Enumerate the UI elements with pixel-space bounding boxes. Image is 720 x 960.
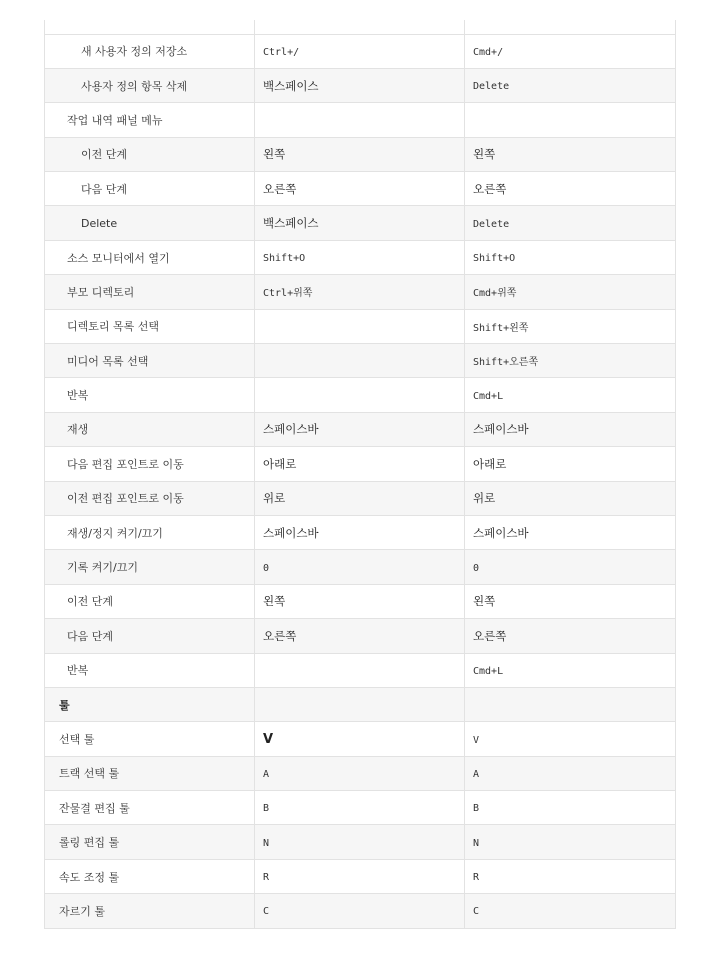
command-cell: 롤링 편집 툴	[45, 825, 255, 859]
command-cell: 사용자 정의 항목 삭제	[45, 68, 255, 102]
mac-shortcut: 0	[473, 562, 480, 574]
mac-shortcut-cell	[465, 447, 676, 481]
windows-shortcut: B	[263, 803, 270, 815]
table-row	[45, 825, 676, 859]
mac-shortcut: Shift+O	[473, 253, 516, 265]
mac-shortcut-cell	[465, 619, 676, 653]
mac-shortcut-cell	[465, 584, 676, 618]
mac-shortcut: A	[473, 768, 480, 780]
mac-shortcut-cell	[465, 550, 676, 584]
command-cell: 이전 편집 포인트로 이동	[45, 481, 255, 515]
command-cell: 부모 디렉토리	[45, 275, 255, 309]
windows-shortcut-cell	[255, 240, 465, 274]
windows-shortcut-cell	[255, 447, 465, 481]
command-cell: Delete	[45, 206, 255, 240]
table-row	[45, 756, 676, 790]
windows-shortcut: 아래로	[263, 456, 297, 471]
mac-shortcut: B	[473, 803, 480, 815]
mac-shortcut: Cmd+위쪽	[473, 288, 517, 300]
windows-shortcut: 스페이스바	[263, 525, 319, 540]
spacer-cell	[255, 20, 465, 34]
mac-shortcut-cell	[465, 103, 676, 137]
command-cell: 이전 단계	[45, 584, 255, 618]
mac-shortcut: Shift+왼쪽	[473, 322, 529, 334]
windows-shortcut: 백스페이스	[263, 78, 319, 93]
mac-shortcut: N	[473, 837, 480, 849]
mac-shortcut: 스페이스바	[473, 525, 529, 540]
mac-shortcut-cell	[465, 34, 676, 68]
mac-shortcut-cell	[465, 722, 676, 756]
mac-shortcut-cell	[465, 309, 676, 343]
mac-shortcut: 위로	[473, 491, 496, 506]
table-row	[45, 344, 676, 378]
mac-shortcut: V	[473, 734, 480, 746]
windows-shortcut-cell	[255, 275, 465, 309]
mac-shortcut-cell	[465, 687, 676, 721]
mac-shortcut: 오른쪽	[473, 181, 507, 196]
windows-shortcut: 백스페이스	[263, 216, 319, 231]
windows-shortcut: 왼쪽	[263, 147, 286, 162]
command-cell: 기록 켜기/끄기	[45, 550, 255, 584]
command-cell: 반복	[45, 378, 255, 412]
mac-shortcut-cell	[465, 825, 676, 859]
mac-shortcut-cell	[465, 791, 676, 825]
table-row	[45, 206, 676, 240]
command-cell: 다음 단계	[45, 172, 255, 206]
mac-shortcut-cell	[465, 206, 676, 240]
table-row	[45, 240, 676, 274]
windows-shortcut-cell	[255, 137, 465, 171]
windows-shortcut-cell	[255, 687, 465, 721]
mac-shortcut-cell	[465, 515, 676, 549]
mac-shortcut-cell	[465, 68, 676, 102]
mac-shortcut: Delete	[473, 81, 510, 93]
mac-shortcut-cell	[465, 378, 676, 412]
windows-shortcut: Shift+O	[263, 253, 306, 265]
table-row	[45, 619, 676, 653]
windows-shortcut-cell	[255, 481, 465, 515]
table-row	[45, 378, 676, 412]
table-row	[45, 584, 676, 618]
command-cell: 반복	[45, 653, 255, 687]
mac-shortcut: 아래로	[473, 456, 507, 471]
windows-shortcut-cell	[255, 515, 465, 549]
mac-shortcut: Cmd+L	[473, 665, 504, 677]
windows-shortcut: A	[263, 768, 270, 780]
table-top-spacer	[45, 20, 676, 34]
mac-shortcut: 스페이스바	[473, 422, 529, 437]
table-row	[45, 34, 676, 68]
windows-shortcut-cell	[255, 653, 465, 687]
windows-shortcut-cell	[255, 309, 465, 343]
mac-shortcut-cell	[465, 240, 676, 274]
spacer-cell	[45, 20, 255, 34]
windows-shortcut-cell	[255, 206, 465, 240]
windows-shortcut-cell	[255, 859, 465, 893]
mac-shortcut-cell	[465, 653, 676, 687]
windows-shortcut-cell	[255, 894, 465, 928]
windows-shortcut-cell	[255, 722, 465, 756]
table-row	[45, 103, 676, 137]
mac-shortcut-cell	[465, 481, 676, 515]
windows-shortcut: Ctrl+위쪽	[263, 288, 313, 300]
mac-shortcut-cell	[465, 275, 676, 309]
command-cell: 트랙 선택 툴	[45, 756, 255, 790]
windows-shortcut-cell	[255, 103, 465, 137]
command-cell: 새 사용자 정의 저장소	[45, 34, 255, 68]
table-row	[45, 447, 676, 481]
mac-shortcut: R	[473, 872, 480, 884]
command-cell: 디렉토리 목록 선택	[45, 309, 255, 343]
mac-shortcut: 왼쪽	[473, 147, 496, 162]
mac-shortcut-cell	[465, 137, 676, 171]
windows-shortcut-cell	[255, 791, 465, 825]
table-row	[45, 137, 676, 171]
windows-shortcut: 0	[263, 562, 270, 574]
mac-shortcut-cell	[465, 344, 676, 378]
command-cell: 다음 단계	[45, 619, 255, 653]
table-row	[45, 309, 676, 343]
windows-shortcut-cell	[255, 550, 465, 584]
spacer-cell	[465, 20, 676, 34]
windows-shortcut-cell	[255, 34, 465, 68]
table-row	[45, 894, 676, 928]
command-cell: 다음 편집 포인트로 이동	[45, 447, 255, 481]
command-cell: 툴	[45, 687, 255, 721]
windows-shortcut-cell	[255, 584, 465, 618]
windows-shortcut-cell	[255, 68, 465, 102]
windows-shortcut: C	[263, 906, 270, 918]
mac-shortcut: 왼쪽	[473, 594, 496, 609]
windows-shortcut: R	[263, 872, 270, 884]
command-cell: 속도 조정 툴	[45, 859, 255, 893]
mac-shortcut-cell	[465, 894, 676, 928]
table-row	[45, 550, 676, 584]
table-row	[45, 68, 676, 102]
command-cell: 재생	[45, 412, 255, 446]
table-section-header	[45, 687, 676, 721]
table-row	[45, 275, 676, 309]
mac-shortcut: Shift+오른쪽	[473, 357, 539, 369]
table-row	[45, 722, 676, 756]
mac-shortcut: 오른쪽	[473, 628, 507, 643]
table-row	[45, 859, 676, 893]
mac-shortcut-cell	[465, 756, 676, 790]
windows-shortcut: 위로	[263, 491, 286, 506]
windows-shortcut-cell	[255, 378, 465, 412]
table-row	[45, 515, 676, 549]
mac-shortcut-cell	[465, 412, 676, 446]
table-row	[45, 481, 676, 515]
mac-shortcut: Cmd+/	[473, 46, 504, 58]
command-cell: 작업 내역 패널 메뉴	[45, 103, 255, 137]
table-row	[45, 791, 676, 825]
command-cell: 소스 모니터에서 열기	[45, 240, 255, 274]
windows-shortcut-cell	[255, 619, 465, 653]
windows-shortcut-cell	[255, 344, 465, 378]
windows-shortcut: 오른쪽	[263, 181, 297, 196]
mac-shortcut-cell	[465, 859, 676, 893]
mac-shortcut: C	[473, 906, 480, 918]
shortcut-table-container	[44, 20, 675, 929]
command-cell: 잔물결 편집 툴	[45, 791, 255, 825]
shortcut-table-body	[45, 20, 676, 928]
mac-shortcut-cell	[465, 172, 676, 206]
command-cell: 미디어 목록 선택	[45, 344, 255, 378]
mac-shortcut: Delete	[473, 218, 510, 230]
table-row	[45, 172, 676, 206]
windows-shortcut: 왼쪽	[263, 594, 286, 609]
command-cell: 재생/정지 켜기/끄기	[45, 515, 255, 549]
shortcut-table	[44, 20, 676, 929]
windows-shortcut-cell	[255, 756, 465, 790]
command-cell: 자르기 툴	[45, 894, 255, 928]
windows-shortcut-cell	[255, 825, 465, 859]
table-row	[45, 412, 676, 446]
windows-shortcut: N	[263, 837, 270, 849]
table-row	[45, 653, 676, 687]
windows-shortcut-cell	[255, 412, 465, 446]
windows-shortcut: 오른쪽	[263, 628, 297, 643]
command-cell: 이전 단계	[45, 137, 255, 171]
windows-shortcut-cell	[255, 172, 465, 206]
windows-shortcut: V	[263, 731, 274, 747]
windows-shortcut: Ctrl+/	[263, 46, 300, 58]
mac-shortcut: Cmd+L	[473, 390, 504, 402]
command-cell: 선택 툴	[45, 722, 255, 756]
windows-shortcut: 스페이스바	[263, 422, 319, 437]
